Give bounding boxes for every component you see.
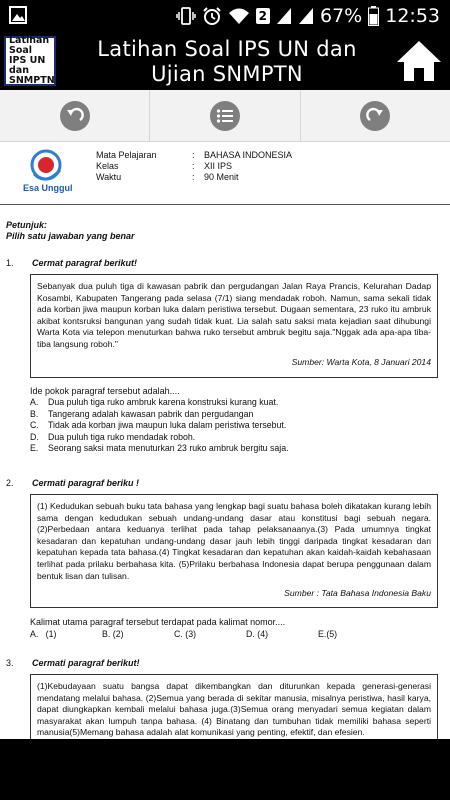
- answer-option[interactable]: [102, 629, 174, 641]
- option-letter: D.: [246, 629, 255, 639]
- answer-option[interactable]: [30, 629, 102, 641]
- home-button[interactable]: [394, 36, 444, 86]
- option-text: (5): [326, 629, 338, 639]
- app-logo: [4, 36, 56, 86]
- option-text: Dua puluh tiga ruko ambruk karena konstruksi kurang kuat.: [48, 397, 279, 407]
- meta-sep: :: [192, 150, 195, 160]
- document-header: [0, 142, 450, 204]
- battery-icon: [368, 6, 379, 26]
- passage-text: Sebanyak dua puluh tiga di kawasan pabrik dan pergudangan Jalan Raya Prancis, Kelurahan Dadap Kosambi, Kabupaten Tangerang pada selasa (7/1) siang mendadak roboh. Namun, sama sekali tidak ada korban jiwa maupun korban luka dalam peristiwa tersebut. Dugaan sementara, 23 ruko itu ambruk akibat kontsruksi bangunan yang sudah tidak kuat. Lia salah satu saksi mata kejadian saat dihubungi Warta Kota via telepon menuturkan bahwa ruko tersebut ambruk begitu saja."Nggak ada apa-apa tiba-tiba langsung roboh.": [37, 281, 431, 349]
- toolbar: [0, 90, 450, 142]
- question-number: 2.: [6, 478, 14, 488]
- answer-option[interactable]: [30, 397, 440, 409]
- question-number: 3.: [6, 658, 14, 668]
- answer-option[interactable]: [30, 432, 440, 444]
- option-letter: E.: [30, 443, 39, 454]
- meta-key: Kelas: [96, 161, 119, 171]
- navigation-bar: [0, 739, 450, 800]
- question-title: Cermati paragraf beriku !: [32, 478, 140, 488]
- passage-box: [30, 674, 438, 739]
- app-bar: [0, 32, 450, 90]
- passage-text: (1) Kedudukan sebuah buku tata bahasa yang lengkap bagi suatu bahasa boleh dikatakan kurang lebih sama dengan kedudukan sebuah undang-undang dasar atau konstitusi bagi sebuah negara. (2)Perbedaan antara keduanya terlihat pada tahap pelaksanaanya.(3) Pada umumnya tingkat kesadaran dan kepatuhan undang-undang dasar jauh lebih tinggi daripada tingkat kesadaran dan kepatuhan kepada tata bahasa.(4) Tingkat kesadaran dan kepatuhan akan kaidah-kaidah kebahasaan terlihat pada prilaku berbahasa kita. (5)Prilaku berbahasa Indonesia dapat berupa penggunaan dalam bentuk lisan dan tulisan.: [37, 501, 431, 581]
- option-letter: E.: [318, 629, 327, 639]
- signal-icon: [298, 7, 314, 25]
- option-letter: A.: [30, 629, 39, 639]
- instruction-text: Pilih satu jawaban yang benar: [6, 231, 135, 241]
- option-list: [30, 397, 440, 455]
- option-text: (3): [185, 629, 197, 639]
- university-name: Esa Unggul: [23, 183, 73, 193]
- question-prompt: Ide pokok paragraf tersebut adalah....: [30, 386, 180, 396]
- answer-option[interactable]: [174, 629, 246, 641]
- question-title: Cermat paragraf berikut!: [32, 258, 138, 268]
- passage-source: Sumber : Tata Bahasa Indonesia Baku: [284, 588, 431, 599]
- option-text: (2): [112, 629, 124, 639]
- option-text: Tidak ada korban jiwa maupun luka dalam peristiwa tersebut.: [48, 420, 287, 431]
- option-text: Dua puluh tiga ruko mendadak roboh.: [48, 431, 196, 442]
- app-title: Latihan Soal IPS UN dan Ujian SNMPTN: [97, 37, 357, 86]
- menu-list-icon: [210, 101, 240, 131]
- vibrate-icon: [176, 6, 196, 26]
- back-button[interactable]: [0, 90, 150, 141]
- question-prompt: Kalimat utama paragraf tersebut terdapat pada kalimat nomor....: [30, 617, 286, 627]
- instruction-title: Petunjuk:: [6, 220, 48, 230]
- wifi-icon: [228, 7, 250, 25]
- home-icon: [394, 36, 444, 86]
- option-text: (4): [257, 629, 269, 639]
- answer-option[interactable]: [246, 629, 318, 641]
- question-title: Cermati paragraf berikut!: [32, 658, 140, 668]
- option-text: Tangerang adalah kawasan pabrik dan pergudangan: [48, 408, 254, 419]
- meta-value: 90 Menit: [204, 172, 239, 182]
- option-letter: A.: [30, 397, 39, 407]
- passage-box: [30, 494, 438, 608]
- battery-percent: 67%: [320, 5, 363, 27]
- option-letter: B.: [102, 629, 111, 639]
- status-bar: [0, 0, 450, 32]
- app-logo-line: IPS UN dan: [9, 55, 46, 76]
- document-view[interactable]: [0, 142, 450, 739]
- meta-sep: :: [192, 172, 195, 182]
- course-meta: [96, 150, 292, 183]
- answer-option[interactable]: [318, 629, 390, 641]
- option-letter: C.: [174, 629, 183, 639]
- answer-option[interactable]: [30, 409, 440, 421]
- answer-option[interactable]: [30, 420, 440, 432]
- alarm-icon: [202, 6, 222, 26]
- passage-source: Sumber: Warta Kota, 8 Januari 2014: [291, 356, 431, 367]
- back-icon: [60, 101, 90, 131]
- menu-button[interactable]: [150, 90, 300, 141]
- meta-sep: :: [192, 161, 195, 171]
- app-logo-line: Latihan Soal: [9, 35, 50, 56]
- meta-value: XII IPS: [204, 161, 233, 171]
- answer-option[interactable]: [30, 443, 440, 455]
- forward-button[interactable]: [301, 90, 450, 141]
- meta-key: Mata Pelajaran: [96, 150, 157, 160]
- passage-text: (1)Kebudayaan suatu bangsa dapat dikembangkan dan diturunkan kepada generasi-generasi mendatang melalui bahasa. (2)Semua yang berada di sekitar manusia, misalnya peristiwa, hasil karya, dapat diungkapkan kembali melalui bahasa juga.(3)Semua orang menyadari semua kegiatan dalam masyarakat akan lumpuh tanpa bahasa. (4) Binatang dan tumbuhan tidak memiliki bahasa seperti manusia(5)Memang bahasa adalah alat komunikasi yang penting, efektif, dan efesien.: [37, 681, 431, 738]
- option-text: (1): [45, 629, 57, 639]
- option-list: [30, 629, 440, 641]
- option-letter: B.: [30, 408, 39, 419]
- photo-icon: [8, 4, 28, 26]
- sim-icon: 2: [256, 8, 270, 24]
- app-logo-line: SNMPTN: [9, 75, 55, 86]
- option-letter: D.: [30, 431, 39, 442]
- signal-icon: [276, 7, 292, 25]
- header-divider: [0, 204, 450, 205]
- question-number: 1.: [6, 258, 14, 268]
- option-letter: C.: [30, 420, 39, 431]
- meta-key: Waktu: [96, 172, 122, 182]
- passage-box: [30, 274, 438, 378]
- clock: 12:53: [385, 5, 440, 27]
- option-text: Seorang saksi mata menuturkan 23 ruko ambruk bergitu saja.: [48, 443, 289, 454]
- forward-icon: [360, 101, 390, 131]
- meta-value: BAHASA INDONESIA: [204, 150, 293, 160]
